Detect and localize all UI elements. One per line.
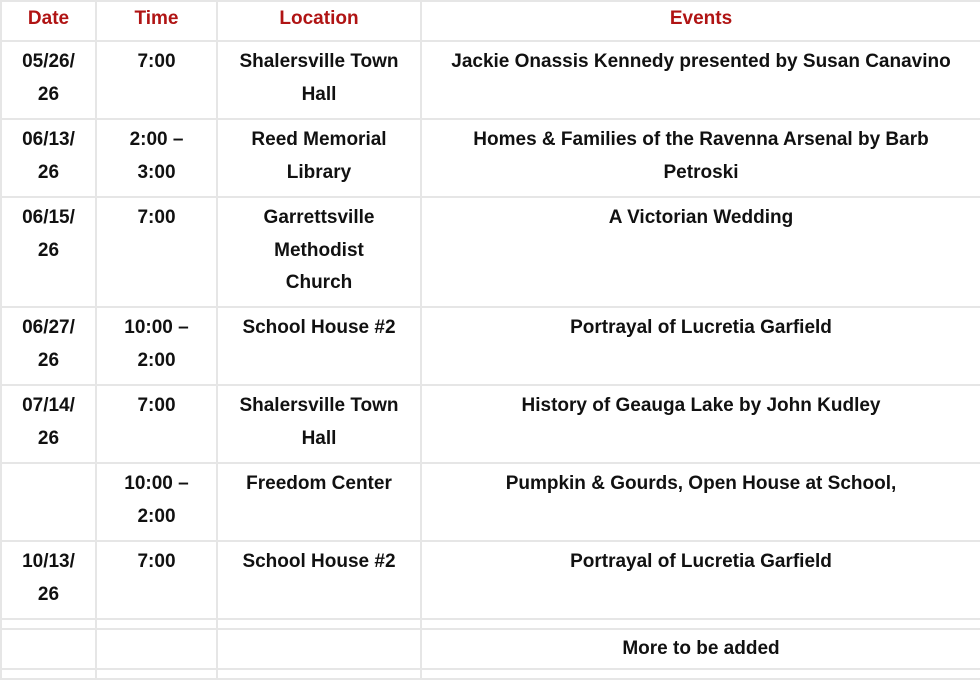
event-cell — [421, 463, 980, 541]
time-cell-line: 2:00 – — [129, 129, 184, 150]
location-cell — [217, 197, 421, 307]
time-cell-line: 2:00 — [137, 349, 176, 371]
event-cell-line: History of Geauga Lake by John Kudley — [521, 395, 881, 416]
date-cell — [1, 307, 96, 385]
spacer-cell — [217, 669, 421, 679]
date-cell — [1, 463, 96, 541]
header-location: Location — [217, 1, 421, 41]
table-row — [1, 307, 980, 385]
event-cell — [421, 119, 980, 197]
time-cell — [96, 119, 217, 197]
empty-cell — [96, 629, 217, 669]
header-date: Date — [1, 1, 96, 41]
event-cell-line: Homes & Families of the Ravenna Arsenal by Barb — [473, 129, 929, 150]
spacer-cell — [96, 619, 217, 629]
more-row — [1, 629, 980, 669]
location-cell-line: Hall — [301, 427, 337, 449]
event-cell-line: Jackie Onassis Kennedy presented by Susan Canavino — [451, 51, 951, 72]
table-row — [1, 385, 980, 463]
date-cell — [1, 385, 96, 463]
time-cell-line: 7:00 — [137, 395, 176, 416]
spacer-cell — [421, 669, 980, 679]
event-cell-line: Petroski — [663, 161, 739, 183]
time-cell-line: 10:00 – — [124, 317, 189, 338]
table-row — [1, 197, 980, 307]
time-cell-line: 7:00 — [137, 51, 176, 72]
header-time: Time — [96, 1, 217, 41]
time-cell-line: 3:00 — [137, 161, 176, 183]
time-cell-line: 2:00 — [137, 505, 176, 527]
spacer-row — [1, 669, 980, 679]
header-row — [1, 1, 980, 41]
date-cell — [1, 119, 96, 197]
time-cell — [96, 463, 217, 541]
date-cell — [1, 541, 96, 619]
date-cell-line: 26 — [37, 83, 60, 105]
date-cell-line: 26 — [37, 349, 60, 371]
date-cell-line: 26 — [37, 583, 60, 605]
location-cell-line: Freedom Center — [246, 473, 392, 494]
event-cell — [421, 307, 980, 385]
location-cell — [217, 41, 421, 119]
empty-cell — [217, 629, 421, 669]
spacer-cell — [217, 619, 421, 629]
time-cell-line: 10:00 – — [124, 473, 189, 494]
event-cell — [421, 541, 980, 619]
location-cell-line: Library — [286, 161, 352, 183]
spacer-row — [1, 619, 980, 629]
location-cell — [217, 463, 421, 541]
spacer-cell — [1, 619, 96, 629]
spacer-cell — [1, 669, 96, 679]
event-cell-line: Portrayal of Lucretia Garfield — [570, 551, 832, 572]
date-cell-line: 26 — [37, 239, 60, 261]
location-cell-line: Garrettsville — [263, 207, 375, 228]
empty-cell — [1, 629, 96, 669]
date-cell-line: 06/13/ — [22, 129, 75, 150]
spacer-cell — [96, 669, 217, 679]
more-to-be-added-text: More to be added — [421, 629, 980, 669]
date-cell-line: 26 — [37, 161, 60, 183]
table-row — [1, 41, 980, 119]
table-row — [1, 119, 980, 197]
location-cell-line: Church — [285, 272, 353, 293]
time-cell — [96, 385, 217, 463]
event-cell — [421, 197, 980, 307]
location-cell-line: Reed Memorial — [251, 129, 387, 150]
date-cell-line: 26 — [37, 427, 60, 449]
table-row — [1, 463, 980, 541]
time-cell — [96, 541, 217, 619]
location-cell-line: Shalersville Town — [239, 395, 399, 416]
spacer-cell — [421, 619, 980, 629]
event-cell-line: Portrayal of Lucretia Garfield — [570, 317, 832, 338]
event-cell — [421, 385, 980, 463]
event-cell-line: A Victorian Wedding — [608, 207, 794, 228]
schedule-body — [1, 41, 980, 619]
location-cell — [217, 307, 421, 385]
location-cell-line: Methodist — [274, 239, 364, 261]
location-cell-line: Hall — [301, 83, 337, 105]
event-cell-line: Pumpkin & Gourds, Open House at School, — [505, 473, 897, 494]
date-cell-line: 06/15/ — [22, 207, 75, 228]
date-cell-line: 07/14/ — [22, 395, 75, 416]
time-cell — [96, 41, 217, 119]
location-cell — [217, 119, 421, 197]
time-cell-line: 7:00 — [137, 207, 176, 228]
time-cell — [96, 197, 217, 307]
header-events: Events — [421, 1, 980, 41]
location-cell-line: School House #2 — [242, 317, 396, 338]
location-cell — [217, 541, 421, 619]
date-cell-line: 06/27/ — [22, 317, 75, 338]
event-cell — [421, 41, 980, 119]
location-cell-line: School House #2 — [242, 551, 396, 572]
date-cell — [1, 197, 96, 307]
time-cell — [96, 307, 217, 385]
table-row — [1, 541, 980, 619]
time-cell-line: 7:00 — [137, 551, 176, 572]
location-cell-line: Shalersville Town — [239, 51, 399, 72]
location-cell — [217, 385, 421, 463]
date-cell-line: 10/13/ — [22, 551, 75, 572]
date-cell — [1, 41, 96, 119]
date-cell-line: 05/26/ — [22, 51, 75, 72]
